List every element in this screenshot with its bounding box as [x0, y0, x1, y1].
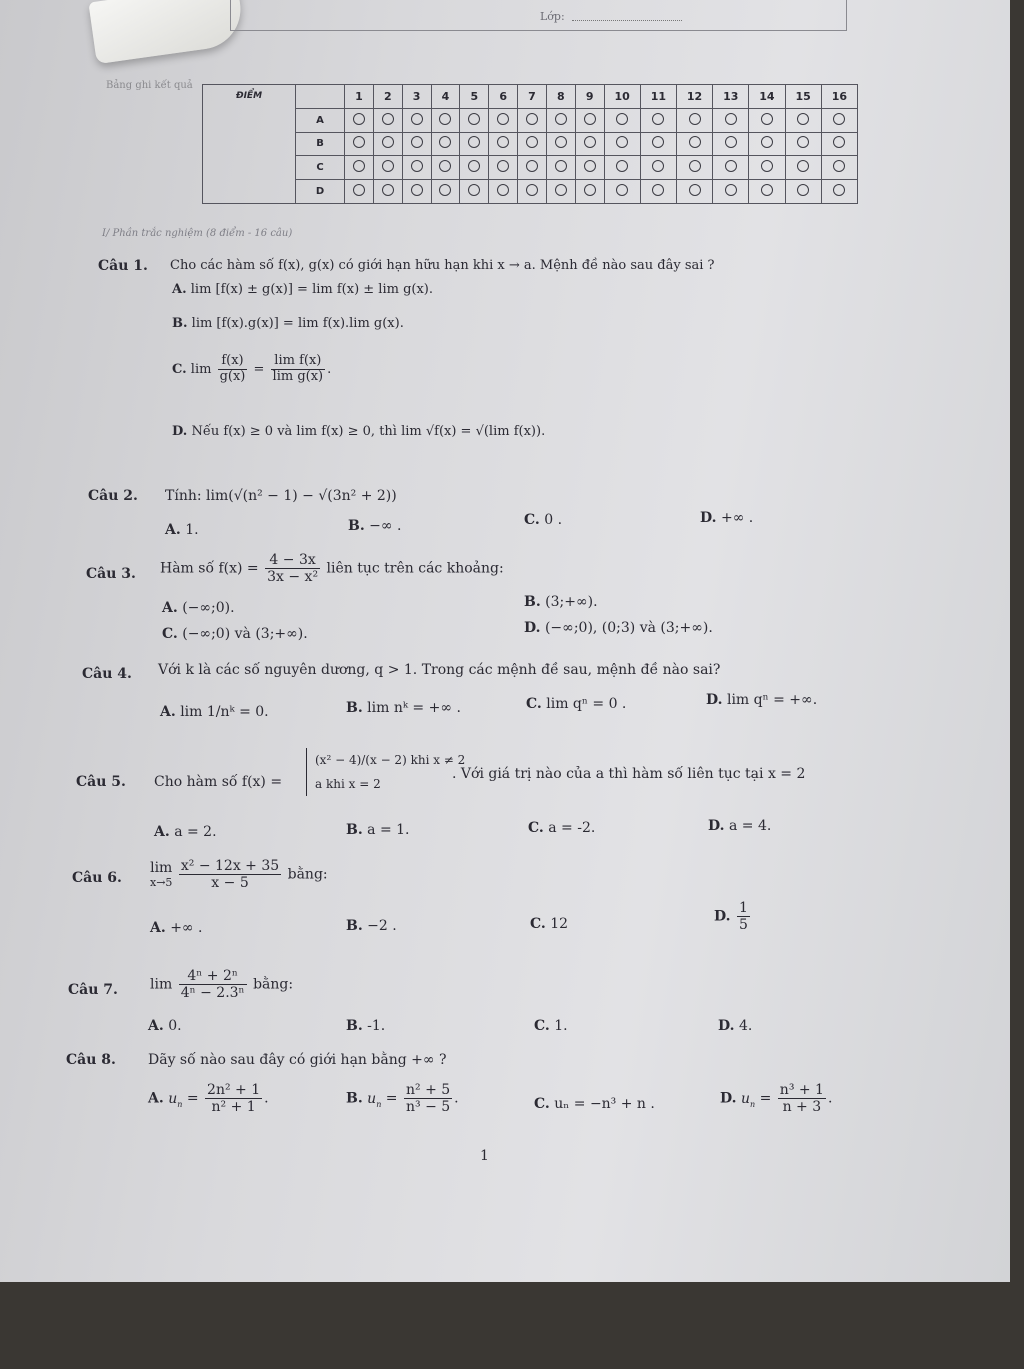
- denominator: g(x): [219, 368, 246, 384]
- option-c: C. uₙ = −n³ + n .: [534, 1096, 655, 1112]
- option-text: a = 2.: [174, 824, 217, 840]
- answer-bubble[interactable]: [411, 113, 423, 125]
- answer-bubble[interactable]: [616, 136, 628, 148]
- answer-bubble[interactable]: [468, 113, 480, 125]
- question-label: Câu 5.: [76, 774, 126, 790]
- fraction: [404, 1082, 452, 1115]
- question-number: 11: [640, 85, 676, 109]
- answer-bubble[interactable]: [497, 113, 509, 125]
- answer-bubble[interactable]: [555, 184, 567, 196]
- option-text: lim nᵏ = +∞ .: [367, 700, 461, 716]
- option-text: (−∞;0) và (3;+∞).: [182, 626, 308, 642]
- answer-bubble[interactable]: [584, 113, 596, 125]
- fraction: [265, 552, 320, 585]
- option-c: C. 0 .: [524, 512, 563, 528]
- option-text: 1.: [554, 1018, 568, 1034]
- answer-bubble[interactable]: [833, 113, 845, 125]
- question-number: 10: [604, 85, 640, 109]
- question-label: Câu 4.: [82, 666, 132, 682]
- class-fill-line: [572, 20, 682, 21]
- answer-bubble[interactable]: [797, 136, 809, 148]
- answer-bubble[interactable]: [652, 113, 664, 125]
- option-text: lim [f(x).g(x)] = lim f(x).lim g(x).: [191, 316, 404, 331]
- option-label: B: [296, 132, 345, 156]
- option-d: D. $u_n$ = $\frac{\text{n³ + 1}}{n + 3}$ .: [720, 1082, 833, 1116]
- option-text: 12: [550, 916, 569, 932]
- option-c: C. lim $\frac{f(x)}{g(x)}$ = $\frac{\text{lim f(x)}}{\text{lim g(x)}}$ .: [172, 353, 332, 384]
- fraction: [737, 900, 750, 933]
- answer-bubble[interactable]: [555, 113, 567, 125]
- option-text: +∞ .: [170, 920, 203, 936]
- numerator: f(x): [221, 353, 244, 368]
- answer-bubble[interactable]: [411, 136, 423, 148]
- answer-bubble[interactable]: [526, 136, 538, 148]
- answer-bubble[interactable]: [689, 184, 701, 196]
- fraction: [778, 1082, 826, 1115]
- option-text: 0.: [168, 1018, 182, 1034]
- answer-bubble[interactable]: [833, 136, 845, 148]
- question-number: 8: [546, 85, 575, 109]
- tissue-paper: [88, 0, 245, 64]
- option-a: A. lim [f(x) ± g(x)] = lim f(x) ± lim g(x).: [172, 282, 434, 297]
- corner-cell: [296, 85, 345, 109]
- option-text: -1.: [367, 1018, 386, 1034]
- denominator: 3x − x²: [267, 569, 319, 586]
- fraction: [218, 354, 248, 385]
- question-number: 1: [345, 85, 374, 109]
- option-text: −2 .: [367, 918, 397, 934]
- option-b: B. −∞ .: [348, 518, 402, 534]
- answer-bubble[interactable]: [584, 136, 596, 148]
- answer-bubble[interactable]: [526, 160, 538, 172]
- option-c: C. 12: [530, 916, 569, 932]
- question-label: Câu 2.: [88, 488, 138, 504]
- section-title: I/ Phần trắc nghiệm (8 điểm - 16 câu): [102, 228, 293, 239]
- option-c: C. a = -2.: [528, 820, 596, 836]
- question-text-post: . Với giá trị nào của a thì hàm số liên tục tại x = 2: [452, 766, 806, 782]
- answer-bubble[interactable]: [468, 160, 480, 172]
- answer-bubble[interactable]: [497, 184, 509, 196]
- answer-row-c: [203, 156, 858, 180]
- limit-symbol: [150, 861, 172, 889]
- question-text-post: bằng:: [253, 976, 294, 993]
- answer-bubble[interactable]: [555, 160, 567, 172]
- answer-bubble[interactable]: [468, 136, 480, 148]
- option-a: A. (−∞;0).: [162, 600, 235, 616]
- question-label: Câu 3.: [86, 566, 136, 582]
- class-label: Lớp:: [540, 10, 565, 23]
- question-number: 4: [431, 85, 460, 109]
- piecewise-definition: [306, 748, 465, 796]
- answer-row-d: [203, 180, 858, 204]
- option-d: D. +∞ .: [700, 510, 754, 526]
- answer-bubble[interactable]: [411, 160, 423, 172]
- question-text: Dãy số nào sau đây có giới hạn bằng +∞ ?: [148, 1052, 447, 1068]
- answer-bubble[interactable]: [526, 113, 538, 125]
- fraction: [205, 1082, 262, 1115]
- option-b: B. lim nᵏ = +∞ .: [346, 700, 461, 716]
- denominator: n² + 1: [205, 1098, 262, 1115]
- question-text: Cho các hàm số f(x), g(x) có giới hạn hữu hạn khi x → a. Mệnh đề nào sau đây sai ?: [170, 258, 715, 273]
- question-number: 2: [373, 85, 402, 109]
- answer-bubble[interactable]: [797, 160, 809, 172]
- answer-bubble[interactable]: [616, 160, 628, 172]
- question-text-pre: Hàm số f(x) =: [160, 560, 259, 577]
- answer-sheet-table: [202, 84, 858, 204]
- question-label: Câu 1.: [98, 258, 148, 274]
- answer-bubble[interactable]: [689, 160, 701, 172]
- option-text: Nếu f(x) ≥ 0 và lim f(x) ≥ 0, thì lim √f(x) = √(lim f(x)).: [191, 424, 546, 439]
- question-text-pre: Cho hàm số f(x) =: [154, 774, 283, 790]
- answer-bubble[interactable]: [353, 113, 365, 125]
- option-a: A. 1.: [165, 522, 199, 538]
- question-label: Câu 7.: [68, 982, 118, 998]
- numerator: lim f(x): [274, 353, 322, 368]
- piecewise-case-2: a khi x = 2: [315, 777, 381, 791]
- answer-bubble[interactable]: [382, 113, 394, 125]
- answer-bubble[interactable]: [353, 184, 365, 196]
- limit-word: lim: [150, 976, 173, 993]
- denominator: n + 3: [778, 1098, 826, 1115]
- option-text: a = 4.: [728, 818, 772, 834]
- score-header: ĐIỂM: [203, 85, 296, 204]
- answer-bubble[interactable]: [382, 184, 394, 196]
- option-text: a = 1.: [367, 822, 410, 838]
- answer-bubble[interactable]: [652, 184, 664, 196]
- option-text: lim qⁿ = 0 .: [546, 696, 627, 712]
- option-c: C. (−∞;0) và (3;+∞).: [162, 626, 308, 642]
- answer-bubble[interactable]: [439, 113, 451, 125]
- option-d: D. $\frac{1}{5}$: [714, 900, 748, 934]
- option-text: 1.: [185, 522, 199, 538]
- option-text: (3;+∞).: [545, 594, 598, 610]
- option-a: A. +∞ .: [150, 920, 203, 936]
- header-box: [230, 0, 847, 31]
- answer-bubble[interactable]: [382, 160, 394, 172]
- answer-bubble[interactable]: [616, 113, 628, 125]
- option-text: (−∞;0), (0;3) và (3;+∞).: [544, 620, 713, 636]
- answer-bubble[interactable]: [761, 136, 773, 148]
- numerator: n² + 5: [406, 1082, 451, 1098]
- answer-bubble[interactable]: [382, 136, 394, 148]
- question-text-post: liên tục trên các khoảng:: [326, 560, 504, 577]
- answer-bubble[interactable]: [497, 160, 509, 172]
- fraction: [179, 858, 281, 891]
- question-text: Tính: lim(√(n² − 1) − √(3n² + 2)): [165, 488, 397, 504]
- option-text: +∞ .: [720, 510, 754, 526]
- fraction: [179, 968, 247, 1001]
- denominator: n³ − 5: [406, 1099, 451, 1116]
- option-d: D. (−∞;0), (0;3) và (3;+∞).: [524, 620, 713, 636]
- limit-subscript: x→5: [150, 875, 173, 889]
- question-number: 15: [785, 85, 821, 109]
- question-number: 12: [676, 85, 712, 109]
- question-number: 14: [749, 85, 785, 109]
- answer-row-a: [203, 108, 858, 132]
- numerator: n³ + 1: [779, 1082, 824, 1098]
- option-text: (−∞;0).: [182, 600, 235, 616]
- option-b: B. lim [f(x).g(x)] = lim f(x).lim g(x).: [172, 316, 404, 331]
- option-b: B. a = 1.: [346, 822, 410, 838]
- answer-bubble[interactable]: [468, 184, 480, 196]
- numerator: 1: [738, 900, 748, 916]
- answer-bubble[interactable]: [689, 113, 701, 125]
- option-text: lim qⁿ = +∞.: [726, 692, 818, 708]
- option-text: a = -2.: [548, 820, 596, 836]
- option-text: 0 .: [544, 512, 563, 528]
- question-text: [160, 552, 504, 585]
- limit-word: lim: [150, 859, 173, 876]
- page-number: 1: [480, 1148, 489, 1164]
- question-text-post: bằng:: [287, 866, 328, 883]
- question-text: [150, 968, 293, 1001]
- answer-bubble[interactable]: [797, 113, 809, 125]
- option-d: D. 4.: [718, 1018, 753, 1034]
- question-number: 13: [713, 85, 749, 109]
- question-label: Câu 8.: [66, 1052, 116, 1068]
- option-d: D. Nếu f(x) ≥ 0 và lim f(x) ≥ 0, thì lim √f(x) = √(lim f(x)).: [172, 424, 546, 439]
- option-b: B. −2 .: [346, 918, 397, 934]
- option-text: uₙ = −n³ + n .: [554, 1096, 655, 1112]
- answer-bubble[interactable]: [411, 184, 423, 196]
- question-number: 6: [489, 85, 518, 109]
- answer-row-b: [203, 132, 858, 156]
- denominator: lim g(x): [272, 368, 324, 384]
- answer-bubble[interactable]: [761, 160, 773, 172]
- answer-bubble[interactable]: [689, 136, 701, 148]
- option-a: A. 0.: [148, 1018, 182, 1034]
- numerator: 2n² + 1: [207, 1082, 261, 1098]
- answer-bubble[interactable]: [725, 160, 737, 172]
- answer-bubble[interactable]: [439, 136, 451, 148]
- option-d: D. a = 4.: [708, 818, 772, 834]
- option-d: D. lim qⁿ = +∞.: [706, 692, 818, 708]
- option-text: −∞ .: [369, 518, 402, 534]
- option-c: C. lim qⁿ = 0 .: [526, 696, 627, 712]
- answer-bubble[interactable]: [761, 113, 773, 125]
- numerator: 4ⁿ + 2ⁿ: [187, 968, 238, 984]
- option-b: B. -1.: [346, 1018, 386, 1034]
- question-number: 7: [518, 85, 547, 109]
- fraction: [271, 354, 326, 385]
- numerator: x² − 12x + 35: [180, 858, 280, 874]
- option-a: A. lim 1/nᵏ = 0.: [160, 704, 269, 720]
- question-number: 5: [460, 85, 489, 109]
- answer-bubble[interactable]: [833, 160, 845, 172]
- answer-bubble[interactable]: [584, 184, 596, 196]
- option-c: C. 1.: [534, 1018, 568, 1034]
- answer-bubble[interactable]: [555, 136, 567, 148]
- answer-bubble[interactable]: [584, 160, 596, 172]
- option-a: A. $u_n$ = $\frac{\text{2n² + 1}}{\text{n² + 1}}$ .: [148, 1082, 269, 1116]
- denominator: x − 5: [179, 874, 281, 891]
- question-text: [150, 858, 328, 891]
- answer-bubble[interactable]: [526, 184, 538, 196]
- question-text: Với k là các số nguyên dương, q > 1. Trong các mệnh đề sau, mệnh đề nào sai?: [158, 662, 721, 678]
- option-b: B. $u_n$ = $\frac{\text{n² + 5}}{\text{n³ − 5}}$ .: [346, 1082, 459, 1116]
- answer-bubble[interactable]: [652, 160, 664, 172]
- option-label: C: [296, 156, 345, 180]
- question-number: 16: [821, 85, 857, 109]
- answer-sheet-caption: Bảng ghi kết quả: [106, 80, 193, 91]
- answer-bubble[interactable]: [439, 184, 451, 196]
- option-text: 4.: [738, 1018, 753, 1034]
- answer-bubble[interactable]: [797, 184, 809, 196]
- answer-bubble[interactable]: [652, 136, 664, 148]
- question-number: 3: [402, 85, 431, 109]
- answer-bubble[interactable]: [353, 160, 365, 172]
- answer-bubble[interactable]: [725, 184, 737, 196]
- answer-bubble[interactable]: [725, 136, 737, 148]
- numerator: 4 − 3x: [269, 552, 316, 568]
- answer-bubble[interactable]: [497, 136, 509, 148]
- denominator: 5: [738, 917, 748, 934]
- question-number: 9: [575, 85, 604, 109]
- option-b: B. (3;+∞).: [524, 594, 598, 610]
- question-label: Câu 6.: [72, 870, 122, 886]
- option-label: D: [296, 180, 345, 204]
- option-label: A: [296, 108, 345, 132]
- answer-bubble[interactable]: [439, 160, 451, 172]
- answer-bubble[interactable]: [616, 184, 628, 196]
- answer-bubble[interactable]: [833, 184, 845, 196]
- option-a: A. a = 2.: [154, 824, 217, 840]
- answer-bubble[interactable]: [725, 113, 737, 125]
- denominator: 4ⁿ − 2.3ⁿ: [180, 985, 245, 1002]
- piecewise-case-1: (x² − 4)/(x − 2) khi x ≠ 2: [315, 753, 466, 767]
- option-text: lim 1/nᵏ = 0.: [180, 704, 269, 720]
- answer-bubble[interactable]: [353, 136, 365, 148]
- option-text: lim [f(x) ± g(x)] = lim f(x) ± lim g(x).: [190, 282, 434, 297]
- answer-bubble[interactable]: [761, 184, 773, 196]
